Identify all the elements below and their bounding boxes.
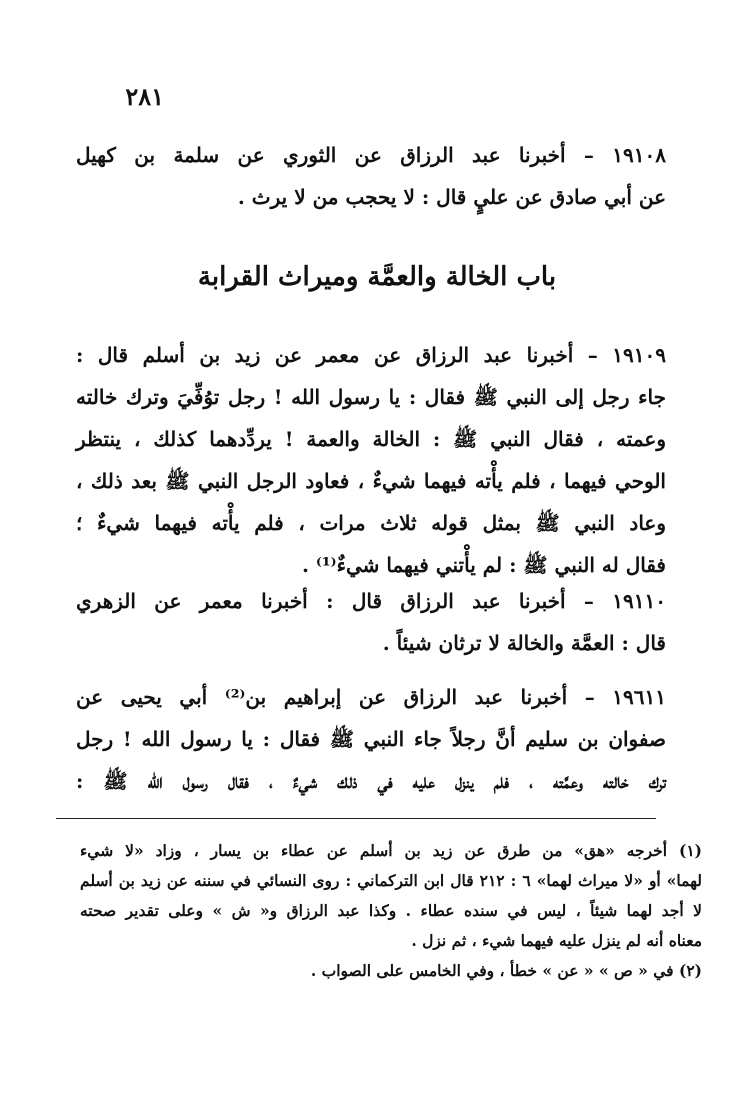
entry-line: ترك خالته وعمَّته ، فلم ينزل عليه في ذلك شيءٌ ، فقال رسول الله ﷺ : [76, 769, 666, 793]
entry-line: ١٩١٠٨ – أخبرنا عبد الرزاق عن الثوري عن سلمة بن كهيل [76, 143, 666, 167]
hadith-entry-19611 [76, 676, 666, 802]
hadith-entry-19110 [76, 580, 666, 664]
footnote-line: (١) أخرجه «هق» من طرق عن زيد بن أسلم عن عطاء بن يسار ، وزاد «لا شيء [80, 841, 702, 860]
entry-line: الوحي فيهما ، فلم يأْته فيهما شيءٌ ، فعاود الرجل النبي ﷺ بعد ذلك ، [76, 469, 666, 493]
footnote-line: (٢) في « ص » « عن » خطأ ، وفي الخامس على الصواب . [310, 961, 702, 980]
footnote-separator [56, 818, 656, 819]
entry-line: ١٩١٠٩ – أخبرنا عبد الرزاق عن معمر عن زيد بن أسلم قال : [76, 343, 666, 367]
entry-line: وعمته ، فقال النبي ﷺ : الخالة والعمة ! يردِّدهما كذلك ، ينتظر [76, 427, 666, 451]
hadith-entry-19108 [76, 134, 666, 218]
entry-line: قال : العمَّة والخالة لا ترثان شيئاً . [382, 631, 666, 655]
entry-line: جاء رجل إلى النبي ﷺ فقال : يا رسول الله ! رجل توُفِّيَ وترك خالته [76, 385, 666, 409]
footnotes [80, 836, 702, 986]
footnote-line: معناه أنه لم ينزل عليه فيهما شيء ، ثم نزل . [411, 931, 702, 950]
chapter-title: باب الخالة والعمَّة وميراث القرابة [197, 262, 557, 292]
entry-line: ١٩٦١١ – أخبرنا عبد الرزاق عن إبراهيم بن⁽²⁾ أبي يحيى عن [76, 685, 666, 709]
entry-line: ١٩١١٠ – أخبرنا عبد الرزاق قال : أخبرنا معمر عن الزهري [76, 589, 666, 613]
entry-line: فقال له النبي ﷺ : لم يأْتني فيهما شيءٌ⁽¹⁾ . [301, 553, 666, 577]
entry-line: وعاد النبي ﷺ بمثل قوله ثلاث مرات ، فلم يأْته فيهما شيءٌ ؛ [76, 511, 666, 535]
entry-line: عن أبي صادق عن عليٍ قال : لا يحجب من لا يرث . [237, 185, 666, 209]
hadith-entry-19109 [76, 334, 666, 586]
page-number: ٢٨١ [125, 82, 164, 111]
entry-line: صفوان بن سليم أنَّ رجلاً جاء النبي ﷺ فقال : يا رسول الله ! رجل [76, 727, 666, 751]
footnote-line: لا أجد لهما شيئاً ، ليس في سنده عطاء . وكذا عبد الرزاق و« ش » وعلى تقدير صحته [80, 901, 702, 920]
footnote-line: لهما» أو «لا ميراث لهما» ٦ : ٢١٢ قال ابن التركماني : روى النسائي في سننه عن زيد بن أسلم [80, 871, 702, 890]
